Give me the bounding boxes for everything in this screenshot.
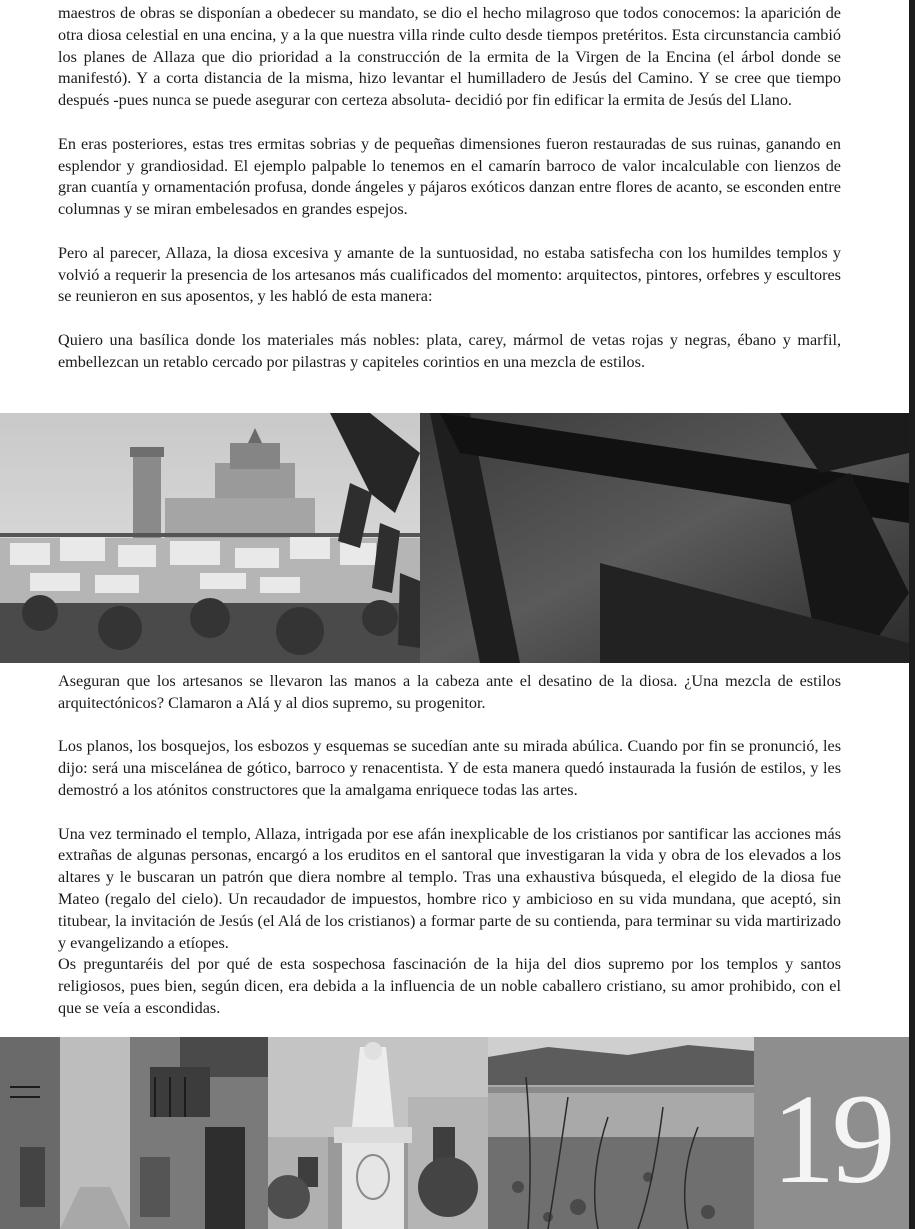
village-banner-photo (0, 413, 909, 663)
page-edge-rule (909, 0, 915, 1229)
paragraph: Quiero una basílica donde los materiales más nobles: plata, carey, mármol de vetas rojas y negras, ébano y marfil, embellezcan un retablo cercado por pilastras y capiteles corintios en una mezcla de estilos. (58, 330, 841, 371)
page-number: 19 (771, 1068, 892, 1210)
paragraph: Os preguntaréis del por qué de esta sospechosa fascinación de la hija del dios supremo por los templos y santos religiosos, pues bien, según dicen, era debida a la influencia de un noble caballero cristiano, su amor prohibido, con el que se veía a escondidas. (58, 955, 841, 1017)
paragraph: Una vez terminado el templo, Allaza, intrigada por ese afán inexplicable de los cristianos por santificar las acciones más extrañas de algunas personas, encargó a los eruditos en el santoral que investigaran la vida y obra de los elevados a los altares y le buscaran un patrón que diera nombre al templo. Tras una exhaustiva búsqueda, el elegido de la diosa fue Mateo (regalo del cielo). Un recaudador de impuestos, hombre rico y ambicioso en su vida mundana, que aceptó, sin titubear, la invitación de Jesús (el Alá de los cristianos) a formar parte de su contienda, para terminar su vida martirizado y evangelizando a etíopes. (58, 824, 841, 952)
statue-monument-photo (268, 1037, 488, 1229)
page-number-panel (754, 1037, 909, 1229)
paragraph: maestros de obras se disponían a obedecer su mandato, se dio el hecho milagroso que todos conocemos: la aparición de otra diosa celestial en una encina, y a la que nuestra villa rinde culto desde tiempos pretéritos. Esta circunstancia cambió los planes de Allaza que dio prioridad a la construcción de la ermita de la Virgen de la Encina (el árbol donde se manifestó). Y a corta distancia de la misma, hizo levantar el humilladero de Jesús del Camino. Y se cree que tiempo después -pues nunca se puede asegurar con certeza absoluta- decidió por fin edificar la ermita de Jesús del Llano. (58, 4, 841, 110)
article-text-bottom (58, 671, 841, 1020)
paragraph: Los planos, los bosquejos, los esbozos y esquemas se sucedían ante su mirada abúlica. Cuando por fin se pronunció, les dijo: será una miscelánea de gótico, barroco y renacentista. Y de esta manera quedó instaurada la fusión de estilos, y les demostró a los atónitos constructores que la amalgama enriquece todas las artes. (58, 737, 841, 799)
paragraph: En eras posteriores, estas tres ermitas sobrias y de pequeñas dimensiones fueron restauradas de sus ruinas, ganando en esplendor y grandiosidad. El ejemplo palpable lo tenemos en el camarín barroco de valor incalculable con lienzos de gran cuantía y ornamentación profusa, donde ángeles y pájaros exóticos danzan entre flores de acanto, se esconden entre columnas y se miran embelesados en grandes espejos. (58, 134, 841, 219)
paragraph: Pero al parecer, Allaza, la diosa excesiva y amante de la suntuosidad, no estaba satisfecha con los humildes templos y volvió a requerir la presencia de los artesanos más cualificados del momento: arquitectos, pintores, orfebres y escultores se reunieron en sus aposentos, y les habló de esta manera: (58, 243, 841, 306)
article-text-top (58, 3, 841, 374)
paragraph: Aseguran que los artesanos se llevaron las manos a la cabeza ante el desatino de la diosa. ¿Una mezcla de estilos arquitectónicos? Clamaron a Alá y al dios supremo, su progenitor. (58, 672, 841, 712)
lake-shore-photo (488, 1037, 754, 1229)
narrow-street-photo (0, 1037, 268, 1229)
